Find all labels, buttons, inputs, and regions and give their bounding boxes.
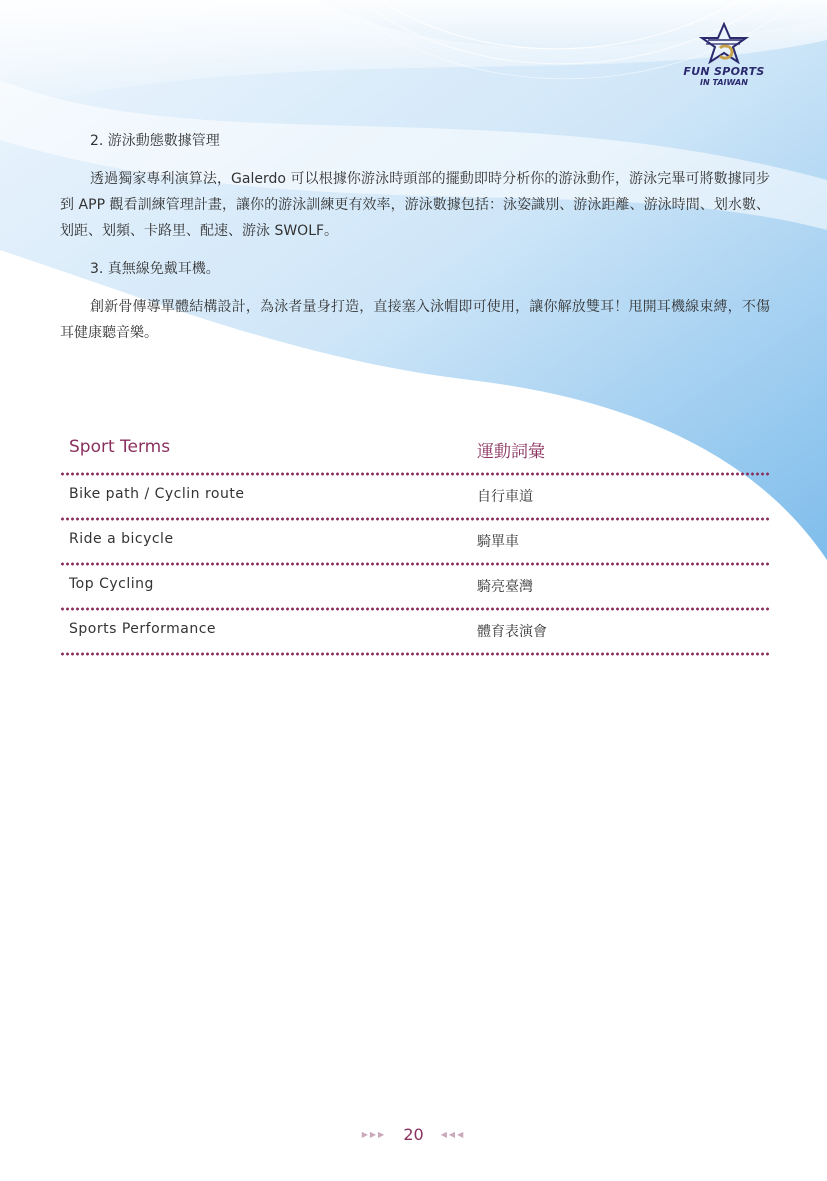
sport-terms-table — [60, 432, 769, 656]
section-paragraph-3: 創新骨傳導單體結構設計，為泳者量身打造，直接塞入泳帽即可使用，讓你解放雙耳！甩開耳機線束縛，不傷耳健康聽音樂。 — [60, 299, 770, 341]
star-runner-icon — [694, 22, 754, 64]
article-body — [60, 128, 770, 358]
table-row — [60, 521, 769, 562]
left-arrows-icon: ◀◀◀ — [440, 1130, 466, 1139]
terms-header-row — [60, 432, 769, 472]
term-chinese: 騎亮臺灣 — [477, 579, 533, 595]
page-footer — [0, 1124, 827, 1144]
fun-sports-logo — [679, 22, 769, 92]
term-chinese: 自行車道 — [477, 489, 533, 505]
term-english: Top Cycling — [69, 576, 154, 592]
table-row — [60, 566, 769, 607]
right-arrows-icon: ▶▶▶ — [361, 1130, 387, 1139]
term-chinese: 體育表演會 — [477, 624, 547, 640]
section-heading-2: 2. 游泳動態數據管理 — [90, 133, 220, 149]
terms-header-chinese: 運動詞彙 — [477, 442, 545, 462]
terms-header-english: Sport Terms — [69, 437, 171, 457]
logo-text-main: FUN SPORTS — [683, 65, 765, 78]
term-english: Ride a bicycle — [69, 531, 174, 547]
dotted-divider — [60, 652, 769, 656]
term-chinese: 騎單車 — [477, 534, 519, 550]
term-english: Bike path / Cyclin route — [69, 486, 245, 502]
logo-text-sub: IN TAIWAN — [700, 78, 748, 87]
table-row — [60, 476, 769, 517]
section-paragraph-2: 透過獨家專利演算法，Galerdo 可以根據你游泳時頭部的擺動即時分析你的游泳動作，游泳完畢可將數據同步到 APP 觀看訓練管理計畫，讓你的游泳訓練更有效率，游泳數據包括：泳姿識別、游泳距離、游泳時間、划水數、划距、划頻、卡路里、配速、游泳 SWOLF。 — [60, 171, 770, 239]
table-row — [60, 611, 769, 652]
page-number: 20 — [403, 1125, 424, 1144]
section-heading-3: 3. 真無線免戴耳機。 — [90, 261, 220, 277]
term-english: Sports Performance — [69, 621, 217, 637]
